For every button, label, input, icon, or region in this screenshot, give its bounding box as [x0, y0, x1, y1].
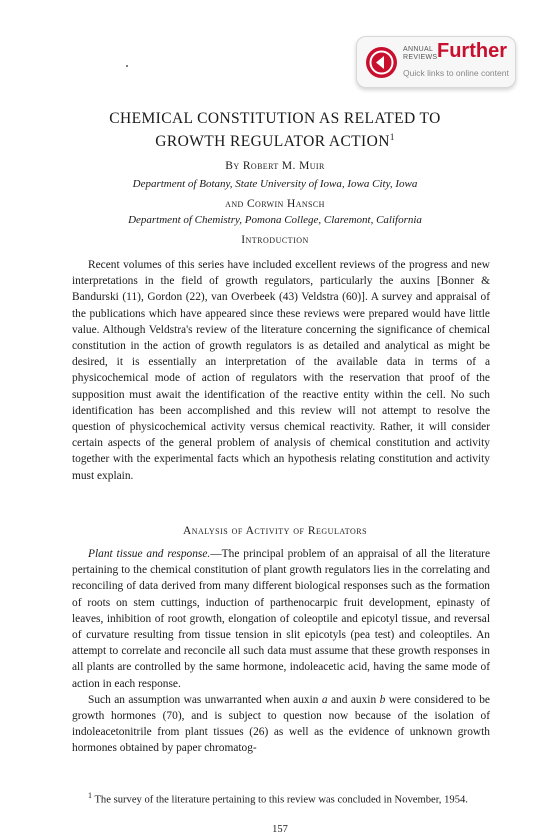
further-banner[interactable]: [356, 36, 516, 88]
annual-reviews-logo-icon: [365, 46, 398, 79]
author-2: and Corwin Hansch: [225, 198, 325, 210]
title-footnote-mark[interactable]: 1: [389, 132, 395, 142]
affiliation-1: Department of Botany, State University of Iowa, Iowa City, Iowa: [132, 178, 418, 190]
plant-tissue-lead: Plant tissue and response.: [88, 548, 211, 560]
title-line-1: CHEMICAL CONSTITUTION AS RELATED TO: [109, 110, 441, 127]
banner-quick-links[interactable]: Quick links to online content: [403, 68, 509, 78]
author-1: By Robert M. Muir: [225, 160, 325, 172]
title-line-2: GROWTH REGULATOR ACTION$^1$: [155, 132, 395, 151]
section-heading-analysis: Analysis of Activity of Regulators: [182, 525, 368, 537]
banner-annual-reviews: ANNUAL REVIEWS: [403, 46, 438, 61]
plant-tissue-paragraph: Plant tissue and response.—The principal problem of an appraisal of all the literature pertaining to the chemical constitution of plant growth regulators lies in the correlating and reconciling of data derived from many different biological responses such as the formation of roots on stem cuttings, induction of parthenocarpic fruit development, epinasty of leaves, inhibition of root growth, elongation of coleoptile and epicotyl tissue, and reversal of curvature resulting from tissue tension in slit epicotyls (pea test) and coleoptiles. An attempt to correlate and reconcile all such data must assume that these growth responses in all plants are controlled by the same hormone, indoleacetic acid, having the same mode of action in each response.: [72, 548, 490, 690]
footnote-mark: 1: [88, 791, 92, 800]
article-title: [60, 109, 490, 151]
footnote: $^1$ The survey of the literature pertaining to this review was concluded in November, 1954.: [88, 791, 468, 806]
analysis-body: [72, 546, 490, 757]
intro-paragraph: Recent volumes of this series have included excellent reviews of the progress and new interpretations in the field of growth regulators, particularly the auxins [Bonner & Bandurski (11), Gordon (22), van Overbeek (43) Veldstra (60)]. A survey and appraisal of the publications which have appeared since these reviews were prepared would have little value. Although Veldstra's review of the literature concerning the significance of chemical constitution in the action of growth regulators is as detailed and analytical as might be desired, it is essentially an interpretation of the available data in terms of a physicochemical mode of action of regulators with the reservation that proof of the supposition must await the identification of the reactive entity within the cell. No such identification has been accomplished and this review will not attempt to resolve the question of physicochemical activity versus chemical reactivity. Rather, it will consider certain aspects of the general problem of analysis of chemical constitution and activity together with the experimental facts which an hypothesis relating constitution and activity must explain.: [72, 259, 490, 482]
affiliation-2: Department of Chemistry, Pomona College, Claremont, California: [128, 214, 422, 226]
banner-further-label: Further: [437, 40, 507, 62]
auxin-paragraph: Such an assumption was unwarranted when auxin a and auxin b were considered to be growth hormones (70), and is subject to question now because of the isolation of indoleacetonitrile from plant tissues (26) as well as the evidence of unknown growth hormones obtained by paper chromatog-: [72, 693, 490, 755]
page-number: 157: [272, 824, 288, 835]
section-heading-introduction: Introduction: [241, 234, 309, 246]
scan-speck: [126, 65, 128, 67]
